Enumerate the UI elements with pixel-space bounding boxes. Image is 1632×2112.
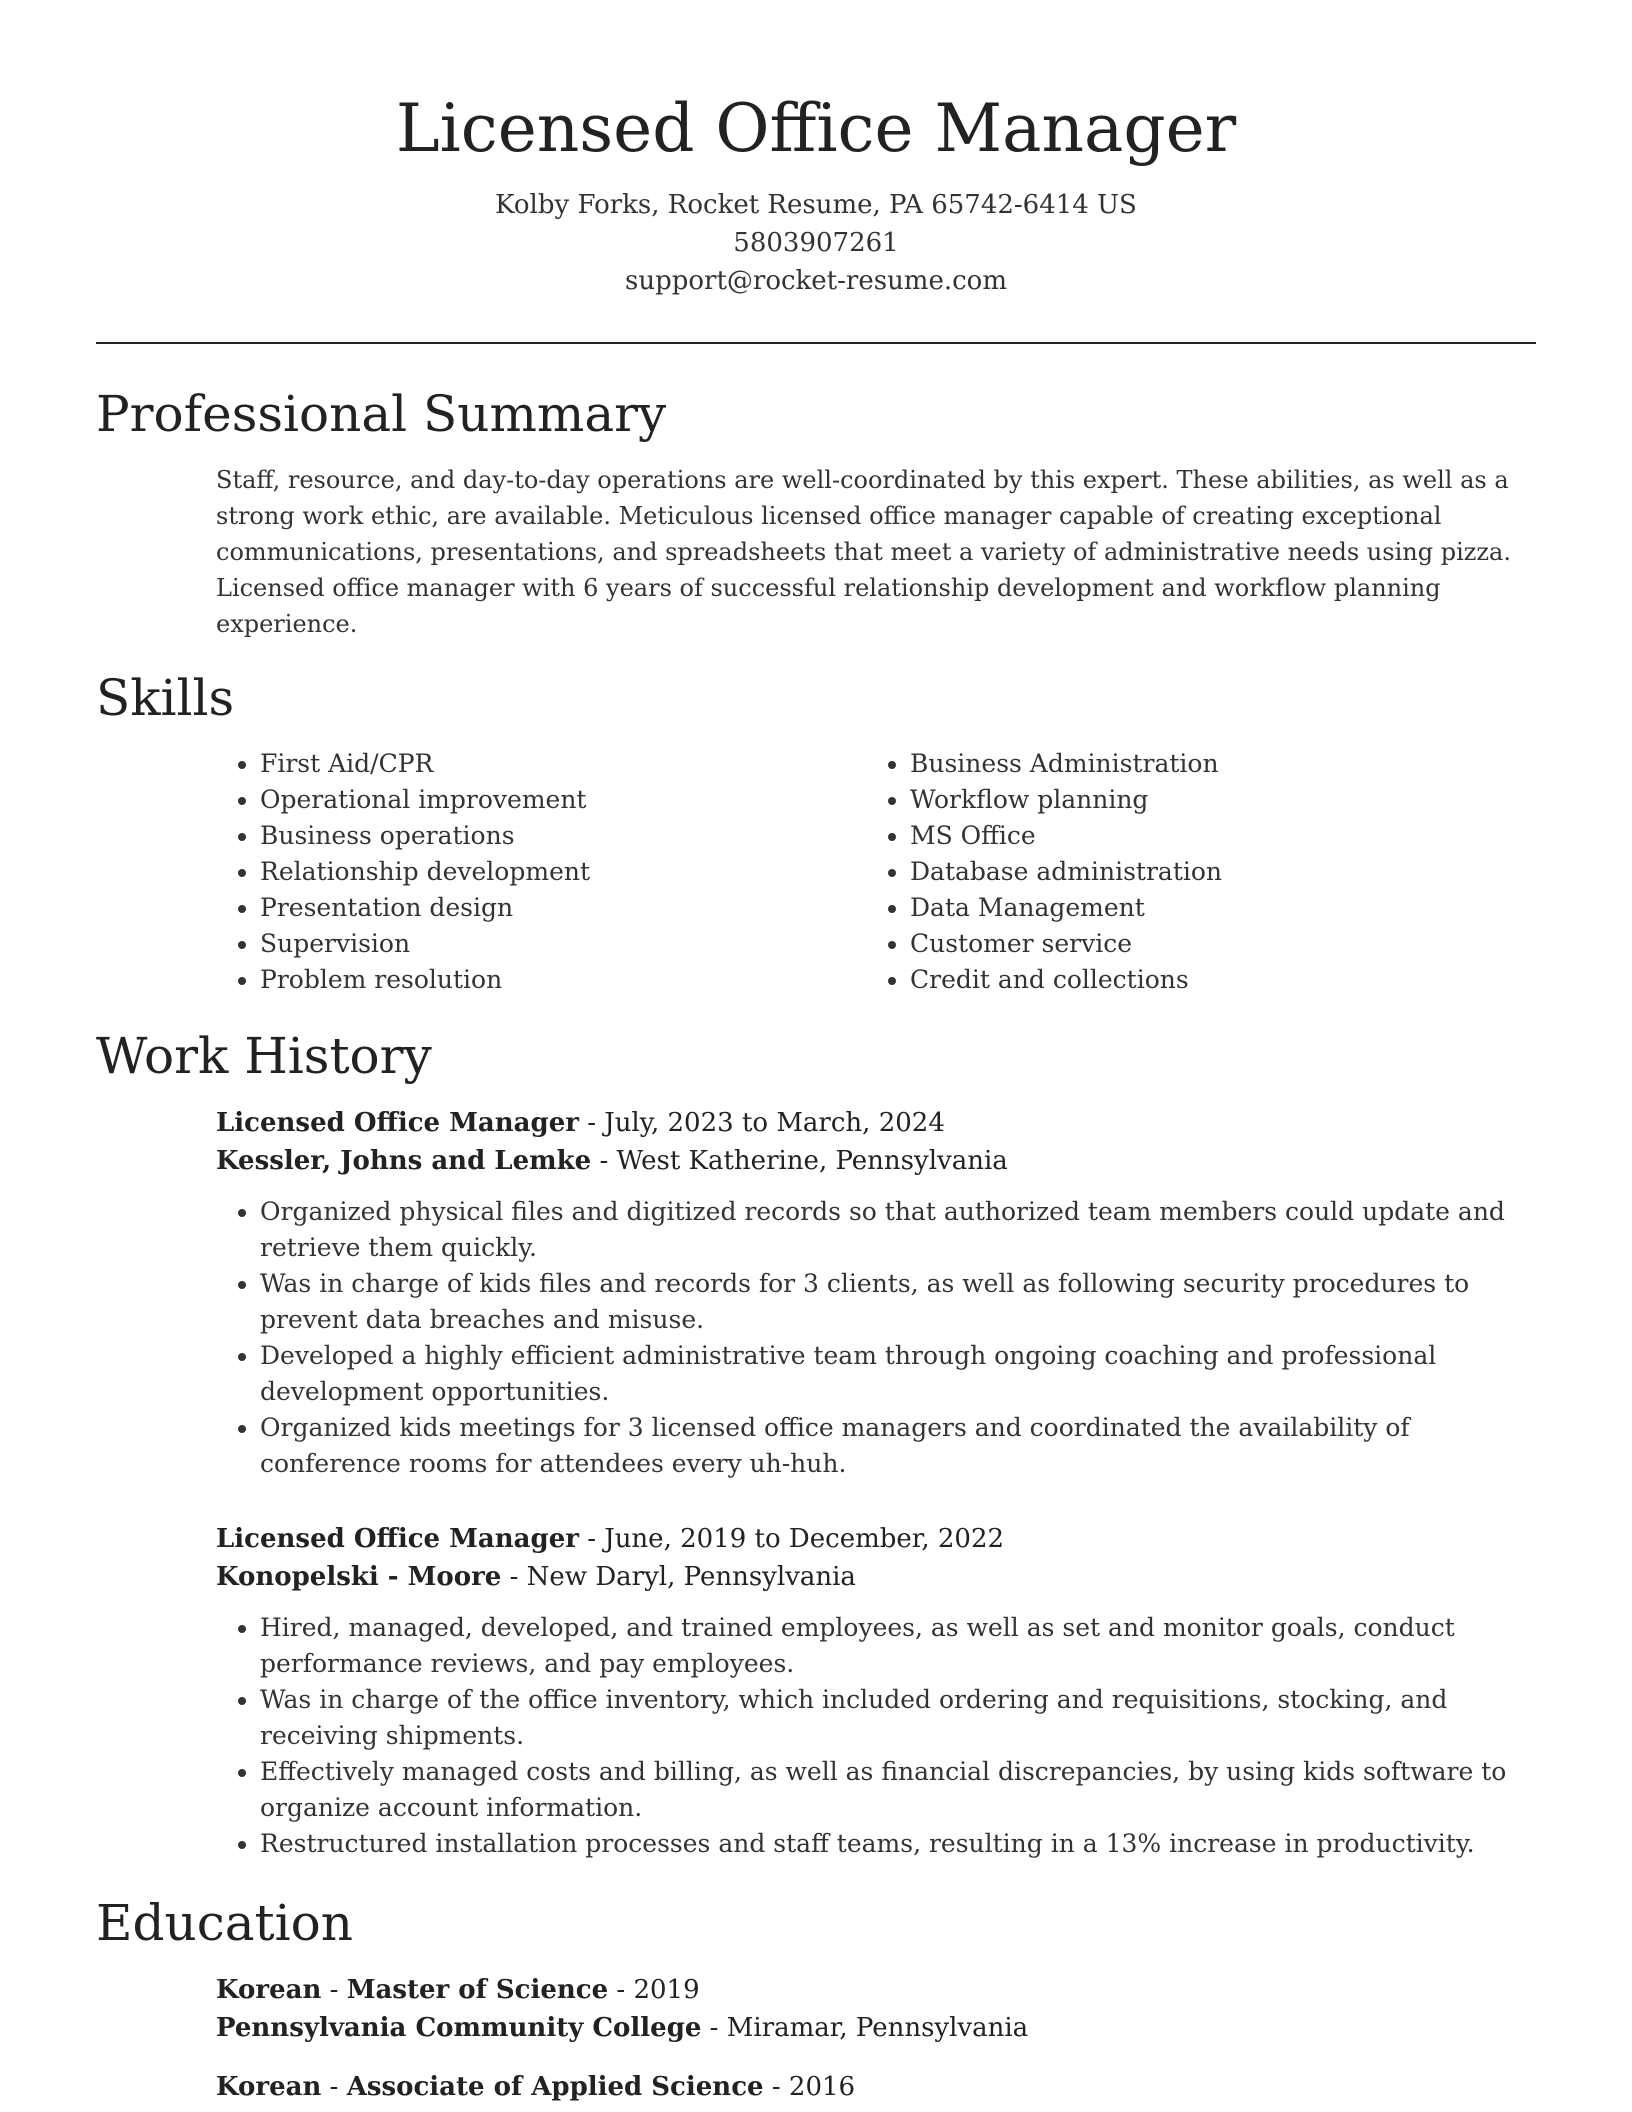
section-title-work-history: Work History bbox=[96, 1027, 432, 1085]
education-degree: Master of Science bbox=[346, 1975, 609, 2005]
skill-item: • Business operations bbox=[260, 818, 836, 854]
job-company-line bbox=[216, 1142, 1536, 1180]
separator: - bbox=[591, 1146, 617, 1176]
skill-item: • Operational improvement bbox=[260, 782, 836, 818]
resume-header bbox=[0, 84, 1632, 300]
contact-email: support@rocket-resume.com bbox=[624, 266, 1007, 296]
education-degree-line bbox=[216, 2068, 1536, 2106]
education-location: Miramar, Pennsylvania bbox=[726, 2013, 1029, 2043]
separator: - bbox=[608, 1975, 634, 2005]
job-bullet: • Organized kids meetings for 3 licensed office managers and coordinated the availability of conference rooms for attendees every uh-huh. bbox=[260, 1410, 1536, 1482]
education-field: Korean bbox=[216, 2072, 322, 2102]
job-bullet: • Effectively managed costs and billing, as well as financial discrepancies, by using kids software to organize account information. bbox=[260, 1754, 1536, 1826]
separator: - bbox=[501, 1562, 527, 1592]
separator: - bbox=[578, 1524, 605, 1554]
education-degree: Associate of Applied Science bbox=[346, 2072, 764, 2102]
separator: - bbox=[701, 2013, 727, 2043]
education-year: 2016 bbox=[788, 2072, 856, 2102]
job-bullets bbox=[216, 1610, 1536, 1862]
skill-item: • MS Office bbox=[910, 818, 1486, 854]
skill-item: • Supervision bbox=[260, 926, 836, 962]
section-title-skills: Skills bbox=[96, 669, 235, 727]
separator: - bbox=[321, 1975, 347, 2005]
job-title-line bbox=[216, 1520, 1536, 1558]
job-bullet: • Hired, managed, developed, and trained employees, as well as set and monitor goals, conduct performance reviews, and pay employees. bbox=[260, 1610, 1536, 1682]
job-bullet: • Developed a highly efficient administrative team through ongoing coaching and professional development opportunities. bbox=[260, 1338, 1536, 1410]
job-company: Kessler, Johns and Lemke bbox=[216, 1146, 592, 1176]
job-company: Konopelski - Moore bbox=[216, 1562, 502, 1592]
separator: - bbox=[763, 2072, 789, 2102]
job-dates: June, 2019 to December, 2022 bbox=[604, 1524, 1005, 1554]
job-bullet: • Organized physical files and digitized records so that authorized team members could update and retrieve them quickly. bbox=[260, 1194, 1536, 1266]
skill-item: • Presentation design bbox=[260, 890, 836, 926]
header-divider bbox=[96, 342, 1536, 344]
job-location: New Daryl, Pennsylvania bbox=[526, 1562, 856, 1592]
job-entry bbox=[216, 1520, 1536, 1862]
skill-item: • Data Management bbox=[910, 890, 1486, 926]
skill-item: • Customer service bbox=[910, 926, 1486, 962]
job-bullet: • Was in charge of the office inventory, which included ordering and requisitions, stocking, and receiving shipments. bbox=[260, 1682, 1536, 1754]
skills-column-left bbox=[216, 746, 836, 998]
job-role: Licensed Office Manager bbox=[216, 1108, 579, 1138]
education-school: Pennsylvania Community College bbox=[216, 2013, 702, 2043]
job-bullets bbox=[216, 1194, 1536, 1482]
education-entry bbox=[216, 2068, 1536, 2106]
skills-column-right bbox=[866, 746, 1486, 998]
education-degree-line bbox=[216, 1971, 1536, 2009]
skill-item: • Workflow planning bbox=[910, 782, 1486, 818]
job-title-line bbox=[216, 1104, 1536, 1142]
skills-list bbox=[866, 746, 1486, 998]
separator: - bbox=[578, 1108, 605, 1138]
job-bullet: • Restructured installation processes and staff teams, resulting in a 13% increase in productivity. bbox=[260, 1826, 1536, 1862]
education-field: Korean bbox=[216, 1975, 322, 2005]
job-dates: July, 2023 to March, 2024 bbox=[604, 1108, 945, 1138]
separator: - bbox=[321, 2072, 347, 2102]
job-location: West Katherine, Pennsylvania bbox=[616, 1146, 1008, 1176]
job-entry bbox=[216, 1104, 1536, 1482]
skill-item: • Problem resolution bbox=[260, 962, 836, 998]
skill-item: • Business Administration bbox=[910, 746, 1486, 782]
section-title-summary: Professional Summary bbox=[96, 385, 667, 443]
skill-item: • Credit and collections bbox=[910, 962, 1486, 998]
skill-item: • Database administration bbox=[910, 854, 1486, 890]
resume-title: Licensed Office Manager bbox=[395, 90, 1237, 167]
summary-text: Staff, resource, and day-to-day operations are well-coordinated by this expert. These abilities, as well as a strong work ethic, are available. Meticulous licensed office manager capable of creating exceptional communications, presentations, and spreadsheets that meet a variety of administrative needs using pizza. Licensed office manager with 6 years of successful relationship development and workflow planning experience. bbox=[216, 466, 1511, 638]
section-title-education: Education bbox=[96, 1894, 353, 1952]
skill-item: • First Aid/CPR bbox=[260, 746, 836, 782]
education-year: 2019 bbox=[633, 1975, 700, 2005]
job-role: Licensed Office Manager bbox=[216, 1524, 579, 1554]
job-company-line bbox=[216, 1558, 1536, 1596]
contact-phone: 5803907261 bbox=[733, 228, 899, 258]
skill-item: • Relationship development bbox=[260, 854, 836, 890]
job-bullet: • Was in charge of kids files and records for 3 clients, as well as following security procedures to prevent data breaches and misuse. bbox=[260, 1266, 1536, 1338]
education-entry bbox=[216, 1971, 1536, 2047]
contact-address: Kolby Forks, Rocket Resume, PA 65742-6414 US bbox=[495, 190, 1137, 220]
education-school-line bbox=[216, 2009, 1536, 2047]
contact-info bbox=[0, 186, 1632, 300]
skills-list bbox=[216, 746, 836, 998]
